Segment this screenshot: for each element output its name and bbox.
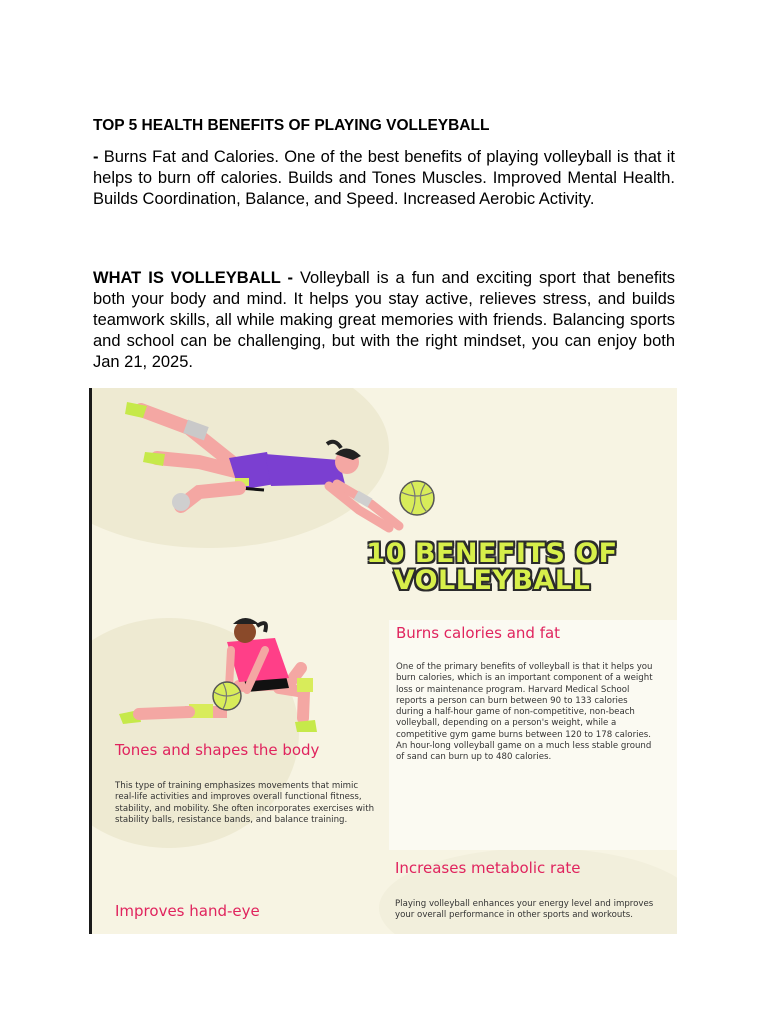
section-title: Increases metabolic rate [395,859,581,877]
what-is-volleyball-text: Volleyball is a fun and exciting sport that benefits both your body and mind. It helps you stay active, relieves stress, and builds teamwork skills, all while making great memories with friends. Balancing sports and school can be challenging, but with the right mindset, you can enjoy both Jan 21, 2025. [93,269,675,371]
benefits-paragraph [93,147,675,210]
section-body: Playing volleyball enhances your energy level and improves your overall performance in other sports and workouts. [395,899,654,921]
benefits-text: Burns Fat and Calories. One of the best benefits of playing volleyball is that it helps to burn off calories. Builds and Tones Muscles. Improved Mental Health. Builds Coordination, Balance, and Speed. Increased Aerobic Activity. [93,148,675,208]
infographic-title-line1: 10 BENEFITS OF [366,538,618,569]
section-title: Tones and shapes the body [115,741,320,759]
infographic-title [317,540,667,594]
bumping-player-illustration [119,618,317,732]
what-is-volleyball-paragraph [93,268,675,373]
section-body: One of the primary benefits of volleyball is that it helps you burn calories, which is an important component of a weight loss or maintenance program. Harvard Medical School reports a person can burn between 90 to 133 calories during a half-hour game of non-competitive, non-beach volleyball, depending on a person's weight, while a competitive gym game burns between 120 to 178 calories. An hour-long volleyball game on a much less stable ground of sand can burn up to 480 calories. [396,662,653,763]
volleyball-illustrations [89,388,677,934]
volleyball-ball-icon [400,481,434,515]
diving-player-illustration [125,402,399,528]
volleyball-ball-icon [213,682,241,710]
left-edge-border [89,388,92,934]
page-heading: TOP 5 HEALTH BENEFITS OF PLAYING VOLLEYBALL [93,117,490,134]
section-title: Burns calories and fat [396,624,561,642]
infographic-title-line2: VOLLEYBALL [393,565,591,596]
section-title: Improves hand-eye [115,902,260,920]
volleyball-infographic [89,388,677,934]
section-body: This type of training emphasizes movements that mimic real-life activities and improves overall functional fitness, stability, and mobility. She often incorporates exercises with stability balls, resistance bands, and balance training. [115,781,375,825]
what-is-volleyball-lead: WHAT IS VOLLEYBALL - [93,269,293,287]
benefits-lead: - [93,148,99,166]
